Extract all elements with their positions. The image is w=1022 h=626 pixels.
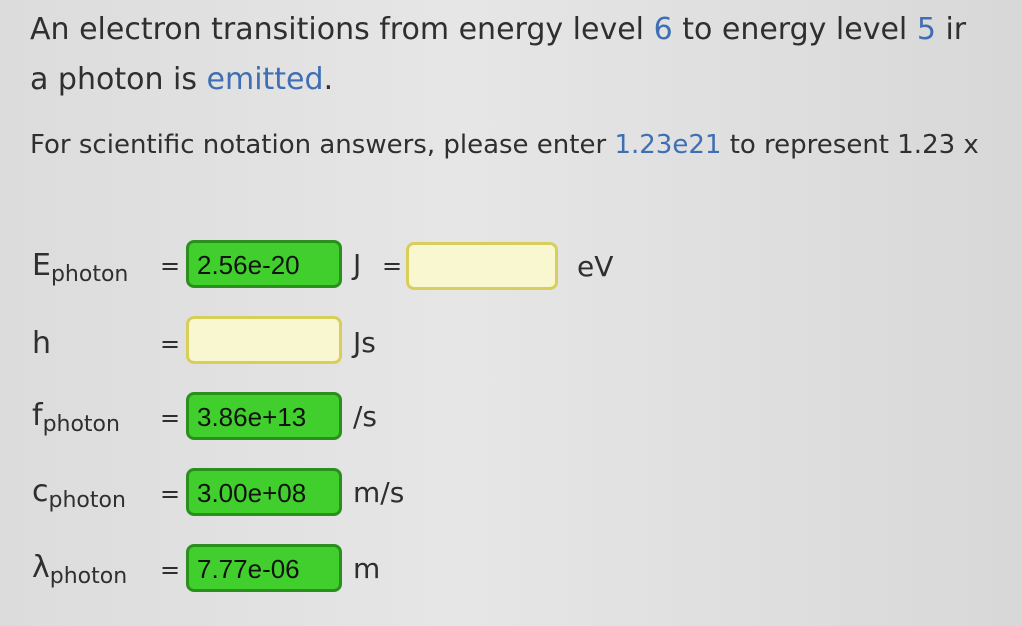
ev-unit: eV	[577, 250, 614, 283]
speed-label: $c_{photon}$	[32, 474, 126, 513]
planck-label: h	[32, 326, 52, 361]
wavelength-label: $\lambda_{photon}$	[32, 550, 128, 589]
energy-joules-input[interactable]: 2.56e-20	[186, 240, 342, 288]
frequency-input[interactable]: 3.86e+13	[186, 392, 342, 440]
joules-unit: J	[353, 248, 362, 281]
emitted-word: emitted	[206, 62, 324, 97]
meters-per-second-unit: m/s	[353, 476, 405, 509]
question-line-2: a photon is emitted.	[30, 62, 334, 97]
equals-sign: =	[160, 404, 181, 432]
per-second-unit: /s	[353, 400, 378, 433]
equals-sign-2: =	[382, 252, 403, 280]
from-level: 6	[653, 12, 673, 47]
js-unit: Js	[353, 326, 376, 359]
wavelength-input[interactable]: 7.77e-06	[186, 544, 342, 592]
sci-notation-example: 1.23e21	[614, 130, 722, 160]
frequency-row	[0, 388, 1022, 458]
energy-row	[0, 236, 1022, 306]
planck-row	[0, 312, 1022, 382]
energy-label: $E_{photon}$	[32, 248, 129, 287]
sci-notation-note: For scientific notation answers, please enter 1.23e21 to represent 1.23 x	[30, 130, 979, 160]
speed-row	[0, 464, 1022, 534]
to-level: 5	[916, 12, 936, 47]
equals-sign: =	[160, 252, 181, 280]
wavelength-row	[0, 540, 1022, 610]
speed-input[interactable]: 3.00e+08	[186, 468, 342, 516]
equals-sign: =	[160, 330, 181, 358]
energy-ev-input[interactable]	[406, 242, 558, 290]
question-line-1: An electron transitions from energy level 6 to energy level 5 ir	[30, 12, 967, 47]
equals-sign: =	[160, 556, 181, 584]
equals-sign: =	[160, 480, 181, 508]
frequency-label: $f_{photon}$	[32, 398, 120, 437]
meters-unit: m	[353, 552, 381, 585]
planck-input[interactable]	[186, 316, 342, 364]
